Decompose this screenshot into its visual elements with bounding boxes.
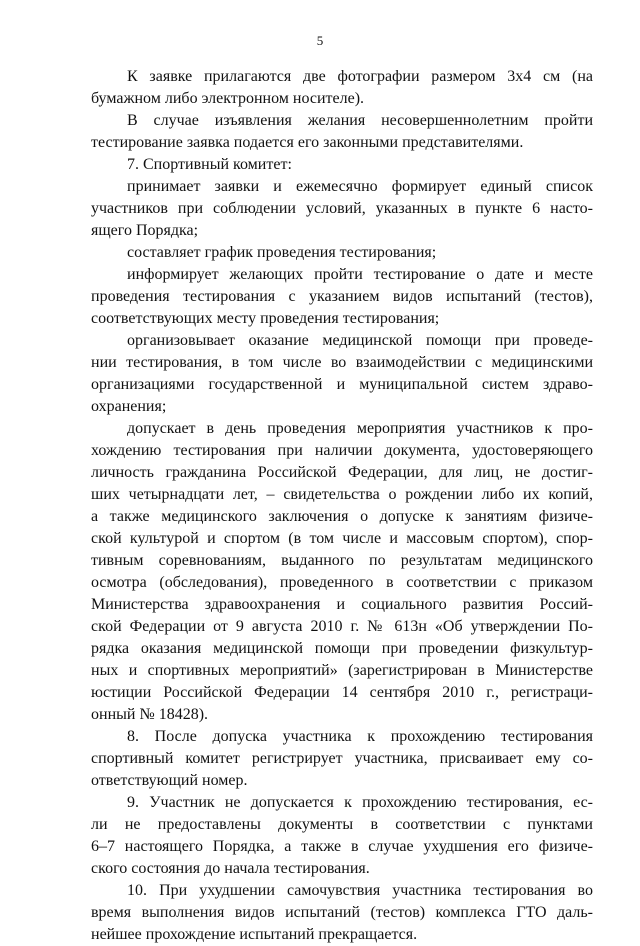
- text-line: а также медицинского заключения о допуске к занятиям физиче-: [91, 508, 593, 525]
- page-number: 5: [316, 33, 324, 48]
- text-line: информирует желающих пройти тестирование о дате и месте: [127, 266, 593, 283]
- text-line: хождению тестирования при наличии документа, удостоверяющего: [91, 442, 593, 459]
- text-line: нии тестирования, в том числе во взаимодействии с медицинскими: [91, 354, 593, 371]
- text-line: рядка оказания медицинской помощи при проведении физкультур-: [91, 640, 593, 657]
- text-line: 9. Участник не допускается к прохождению тестирования, ес-: [127, 794, 593, 811]
- paragraph: [91, 418, 593, 726]
- text-line: юстиции Российской Федерации 14 сентября 2010 г., регистраци-: [91, 684, 593, 701]
- text-line: допускает в день проведения мероприятия участников к про-: [127, 420, 593, 437]
- text-line: ской Федерации от 9 августа 2010 г. № 613н «Об утверждении По-: [91, 618, 593, 635]
- text-line: участников при соблюдении условий, указанных в пункте 6 насто-: [91, 200, 593, 217]
- text-line: 6–7 настоящего Порядка, а также в случае ухудшения его физиче-: [91, 838, 593, 855]
- text-line: спортивный комитет регистрирует участника, присваивает ему со-: [91, 750, 593, 767]
- text-line: соответствующих месту проведения тестирования;: [91, 310, 440, 327]
- text-line: проведения тестирования с указанием видов испытаний (тестов),: [91, 288, 593, 305]
- paragraph: [91, 792, 593, 880]
- text-line: Министерства здравоохранения и социального развития Россий-: [91, 596, 593, 613]
- text-line: охранения;: [91, 398, 167, 415]
- text-line: К заявке прилагаются две фотографии размером 3х4 см (на: [127, 68, 593, 85]
- text-line: тестирование заявка подается его законными представителями.: [91, 134, 524, 151]
- text-line: 8. После допуска участника к прохождению тестирования: [127, 728, 593, 745]
- paragraph: [91, 110, 593, 154]
- paragraph: [91, 880, 593, 946]
- text-line: осмотра (обследования), проведенного в соответствии с приказом: [91, 574, 593, 591]
- paragraph: [91, 726, 593, 792]
- paragraph: [91, 264, 593, 330]
- text-line: ных и спортивных мероприятий» (зарегистрирован в Министерстве: [91, 662, 593, 679]
- document-body: [91, 66, 593, 946]
- text-line: время выполнения видов испытаний (тестов) комплекса ГТО даль-: [91, 904, 593, 921]
- text-line: ответствующий номер.: [91, 772, 248, 789]
- text-line: ли не предоставлены документы в соответствии с пунктами: [91, 816, 593, 833]
- text-line: нейшее прохождение испытаний прекращается.: [91, 926, 418, 943]
- paragraph: [91, 242, 593, 264]
- text-line: принимает заявки и ежемесячно формирует единый список: [127, 178, 593, 195]
- text-line: 7. Спортивный комитет:: [127, 156, 292, 173]
- text-line: ших четырнадцати лет, – свидетельства о рождении либо их копий,: [91, 486, 593, 503]
- text-line: составляет график проведения тестирования;: [127, 244, 437, 261]
- text-line: ского состояния до начала тестирования.: [91, 860, 370, 877]
- paragraph: [91, 66, 593, 110]
- paragraph: [91, 176, 593, 242]
- text-line: бумажном либо электронном носителе).: [91, 90, 365, 107]
- text-line: онный № 18428).: [91, 706, 209, 723]
- text-line: 10. При ухудшении самочувствия участника тестирования во: [127, 882, 593, 899]
- text-line: ящего Порядка;: [91, 222, 199, 239]
- paragraph: [91, 154, 593, 176]
- text-line: организациями государственной и муниципальной систем здраво-: [91, 376, 593, 393]
- text-line: тивным соревнованиям, выданного по результатам медицинского: [91, 552, 593, 569]
- paragraph: [91, 330, 593, 418]
- text-line: личность гражданина Российской Федерации, для лиц, не достиг-: [91, 464, 593, 481]
- text-line: ской культурой и спортом (в том числе и массовым спортом), спор-: [91, 530, 593, 547]
- text-line: организовывает оказание медицинской помощи при проведе-: [127, 332, 593, 349]
- text-line: В случае изъявления желания несовершеннолетним пройти: [127, 112, 593, 129]
